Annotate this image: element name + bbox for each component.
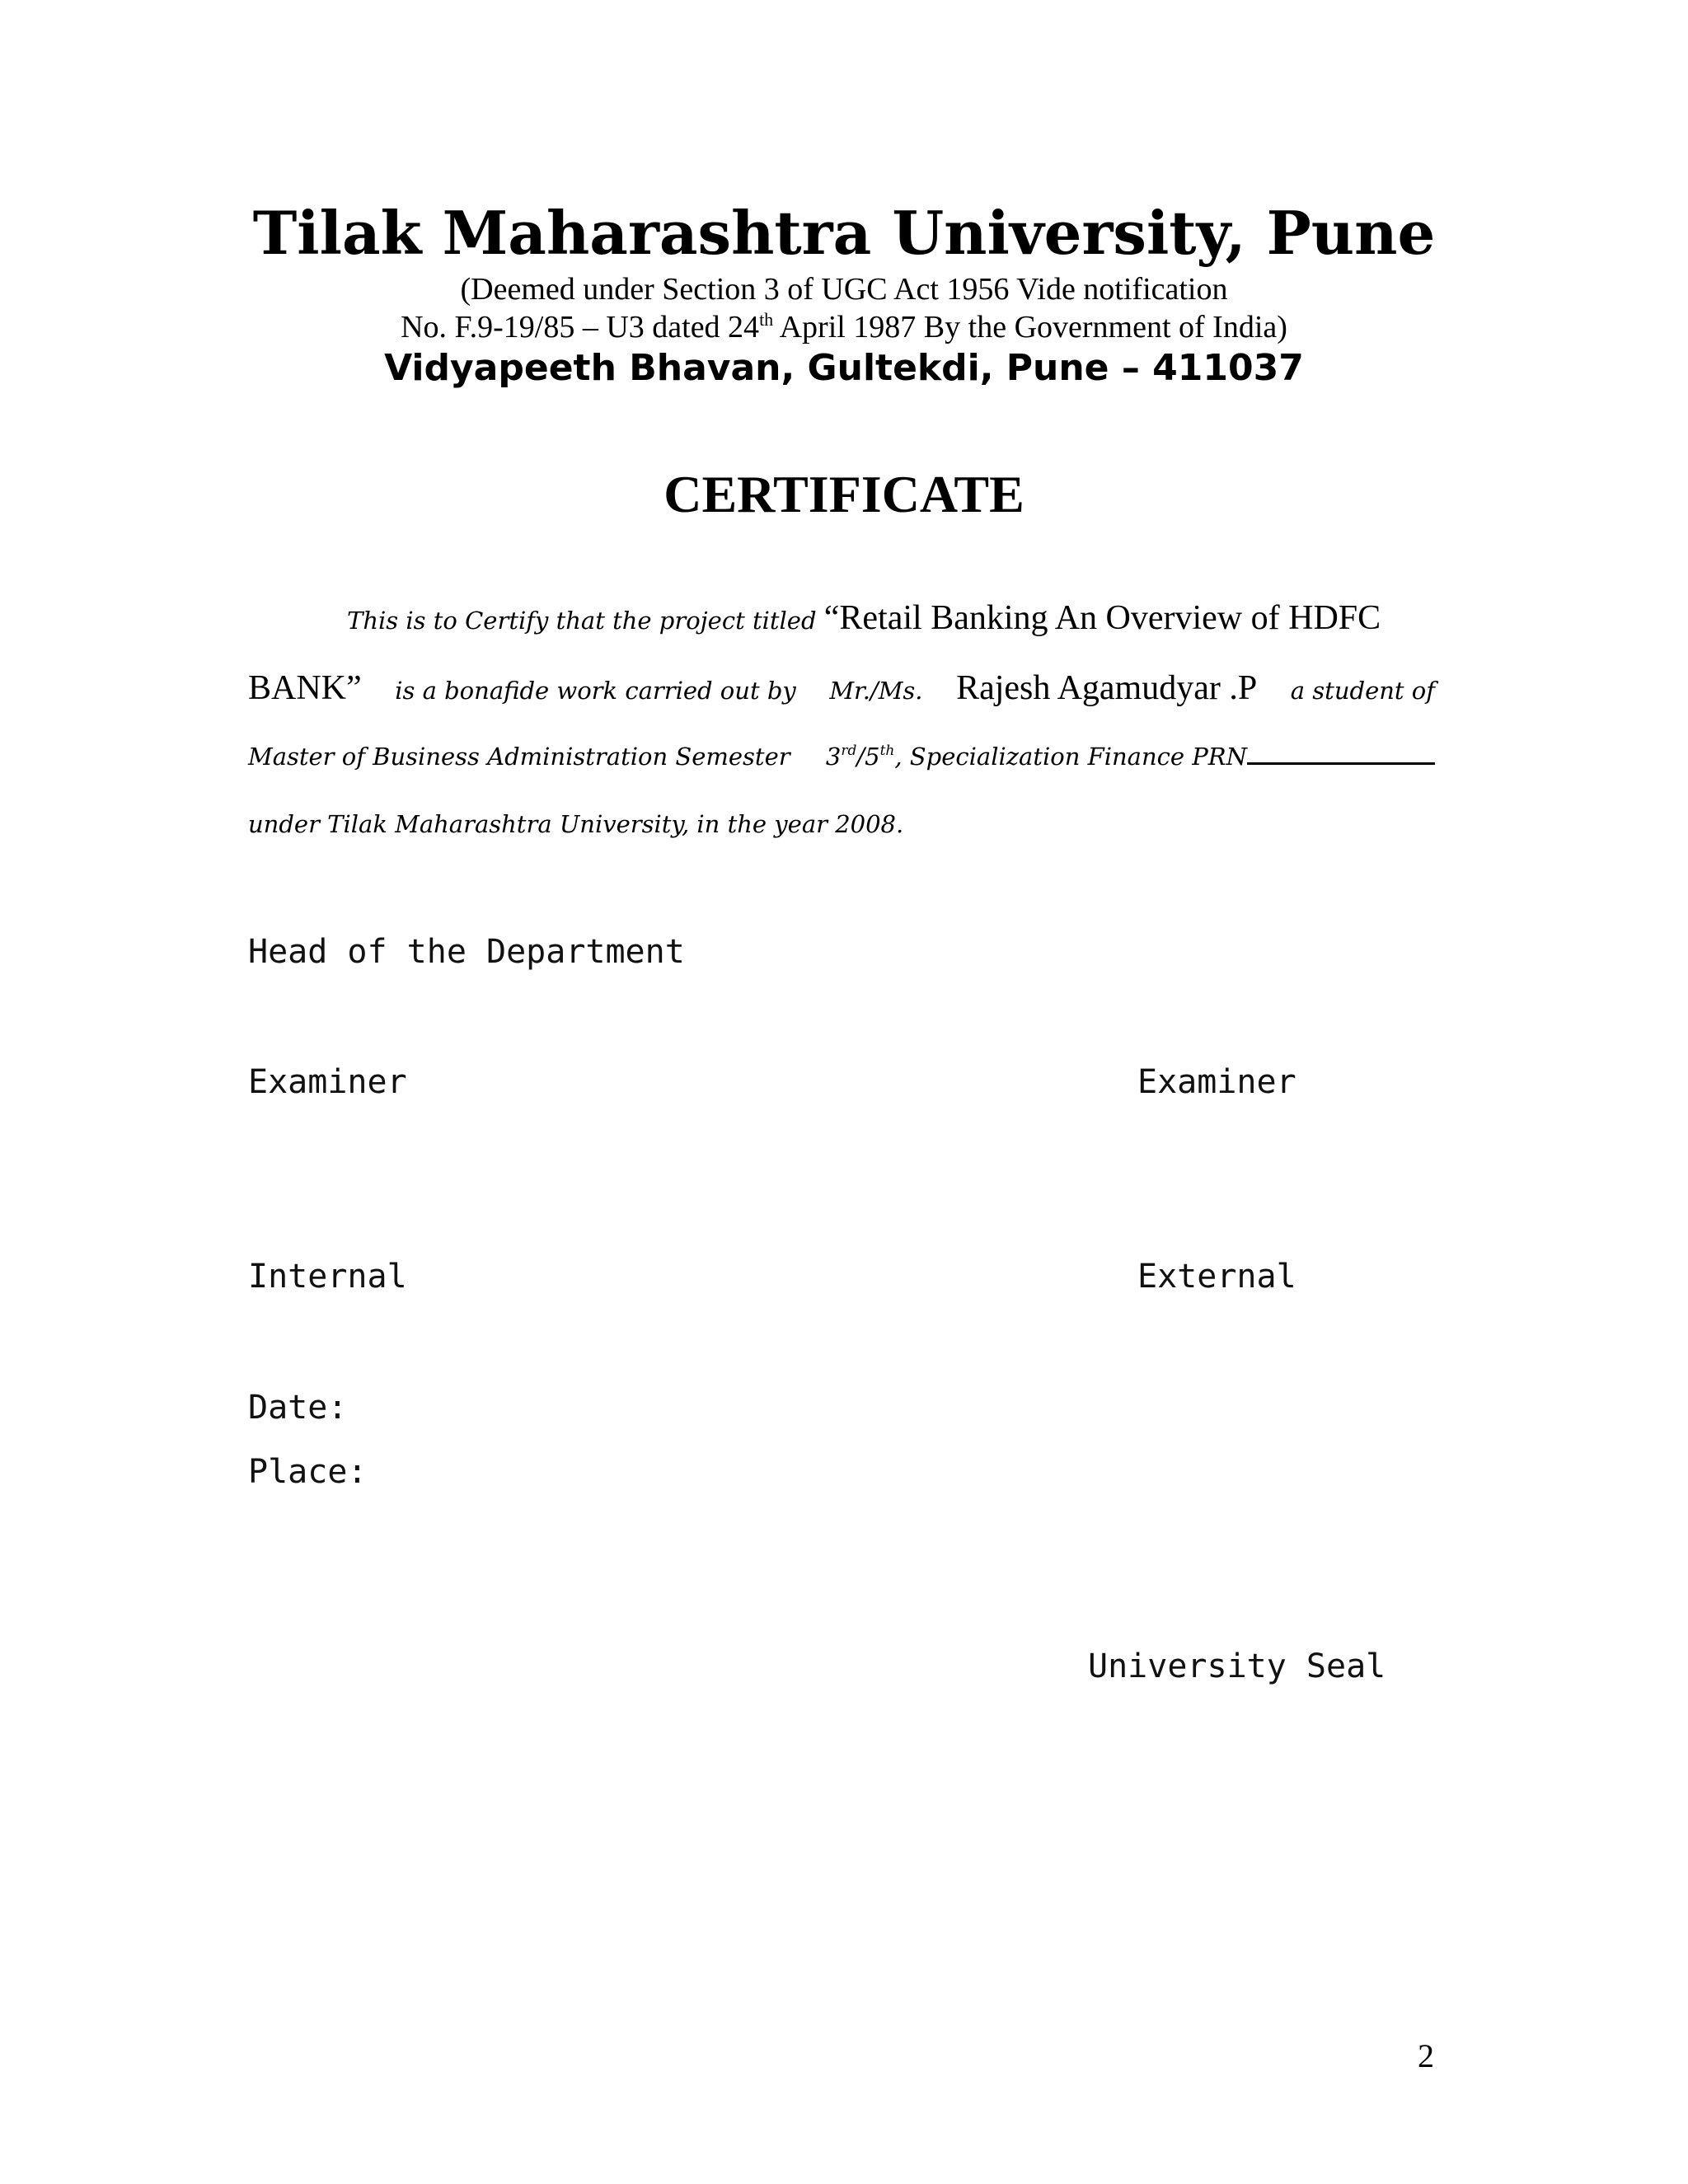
notification-superscript: th (759, 309, 774, 330)
bonafide-text: is a bonafide work carried out by (395, 677, 796, 705)
project-title-part1: “Retail Banking An Overview of HDFC (823, 599, 1381, 637)
notification-note (0, 308, 1688, 346)
date-label: Date: (248, 1389, 348, 1427)
internal-label: Internal (248, 1258, 407, 1296)
specialization-text: , Specialization Finance PRN (894, 743, 1247, 771)
external-label: External (1137, 1258, 1296, 1296)
prn-blank-line (1247, 736, 1435, 765)
semester-3-sup: rd (841, 743, 857, 759)
university-seal-label: University Seal (1088, 1647, 1386, 1685)
project-title-part2: BANK” (248, 669, 362, 707)
certificate-line-1 (248, 589, 1435, 647)
certificate-heading: CERTIFICATE (663, 465, 1025, 523)
page-number: 2 (1418, 2037, 1434, 2074)
notification-text: No. F.9-19/85 – U3 dated 24 (401, 310, 760, 344)
examiner-left-label: Examiner (248, 1063, 407, 1101)
university-title: Tilak Maharashtra University, Pune (252, 198, 1436, 268)
notification-text-end: April 1987 By the Government of India) (773, 310, 1287, 344)
semester-text (826, 728, 1435, 785)
deemed-note: (Deemed under Section 3 of UGC Act 1956 Vide notification (460, 272, 1228, 307)
student-name: Rajesh Agamudyar .P (956, 669, 1258, 707)
certificate-line-4: under Tilak Maharashtra University, in the year 2008. (248, 810, 904, 838)
semester-5-sup: th (879, 743, 895, 759)
semester-5: /5 (856, 743, 880, 771)
university-address: Vidyapeeth Bhavan, Gultekdi, Pune – 411037 (384, 347, 1304, 389)
salutation-text: Mr./Ms. (829, 677, 923, 705)
place-label: Place: (248, 1453, 368, 1491)
examiner-right-label: Examiner (1137, 1063, 1296, 1101)
semester-3: 3 (825, 743, 842, 771)
intro-text: This is to Certify that the project titled (347, 607, 817, 635)
hod-signature-label: Head of the Department (248, 933, 685, 971)
student-of-text: a student of (1290, 677, 1435, 705)
certificate-line-3 (248, 728, 1435, 785)
program-text: Master of Business Administration Semester (248, 743, 790, 771)
certificate-line-2 (248, 659, 1435, 717)
